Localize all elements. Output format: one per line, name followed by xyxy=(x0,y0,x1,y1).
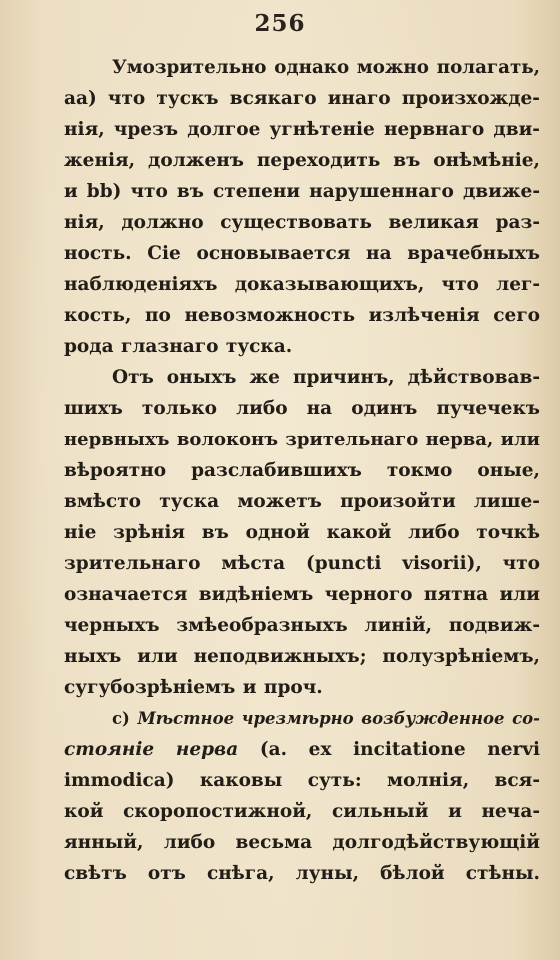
text-line: означается видѣніемъ черного пятна или xyxy=(64,584,540,605)
text-line: янный, либо весьма долгодѣйствующій xyxy=(64,832,540,853)
text-line: и bb) что въ степени нарушеннаго движе- xyxy=(64,181,540,202)
text-line: зрительнаго мѣста (puncti visorii), что xyxy=(64,553,540,574)
text-line xyxy=(64,703,540,734)
italic-heading-text: Мѣстное чрезмѣрно возбужденное со- xyxy=(137,709,540,728)
text-line: сугубозрѣніемъ и проч. xyxy=(64,677,323,698)
text-span: (a. ex incitatione nervi xyxy=(238,739,540,760)
page-number: 256 xyxy=(254,10,306,37)
text-line: ность. Сіе основывается на врачебныхъ xyxy=(64,243,540,264)
text-line: свѣтъ отъ снѣга, луны, бѣлой стѣны. xyxy=(64,863,540,884)
text-line: кой скоропостижной, сильный и неча- xyxy=(64,801,540,822)
text-line xyxy=(64,734,540,765)
text-line: aa) что тускъ всякаго инаго произхожде- xyxy=(64,88,540,109)
text-line: нервныхъ волоконъ зрительнаго нерва, или xyxy=(64,429,540,450)
list-marker: c) xyxy=(112,709,138,728)
text-line: рода глазнаго туска. xyxy=(64,336,293,357)
text-line: нія, должно существовать великая раз- xyxy=(64,212,540,233)
text-line: шихъ только либо на одинъ пучечекъ xyxy=(64,398,540,419)
text-line: вмѣсто туска можетъ произойти лише- xyxy=(64,491,540,512)
text-line: Отъ оныхъ же причинъ, дѣйствовав- xyxy=(112,367,540,388)
text-line: наблюденіяхъ доказывающихъ, что лег- xyxy=(64,274,540,295)
text-line: нія, чрезъ долгое угнѣтеніе нервнаго дви- xyxy=(64,119,540,140)
text-line: кость, по невозможность излѣченія сего xyxy=(64,305,540,326)
page-body xyxy=(64,52,540,889)
text-line: вѣроятно разслабившихъ токмо оные, xyxy=(64,460,540,481)
text-line: ныхъ или неподвижныхъ; полузрѣніемъ, xyxy=(64,646,540,667)
text-line: ніе зрѣнія въ одной какой либо точкѣ xyxy=(64,522,540,543)
text-line: женія, долженъ переходить въ онѣмѣніе, xyxy=(64,150,540,171)
italic-heading-text: стояніе нерва xyxy=(64,739,239,760)
text-line: immodica) каковы суть: молнія, вся- xyxy=(64,770,540,791)
text-line: черныхъ змѣеобразныхъ линій, подвиж- xyxy=(64,615,540,636)
text-line: Умозрительно однако можно полагать, xyxy=(112,57,540,78)
